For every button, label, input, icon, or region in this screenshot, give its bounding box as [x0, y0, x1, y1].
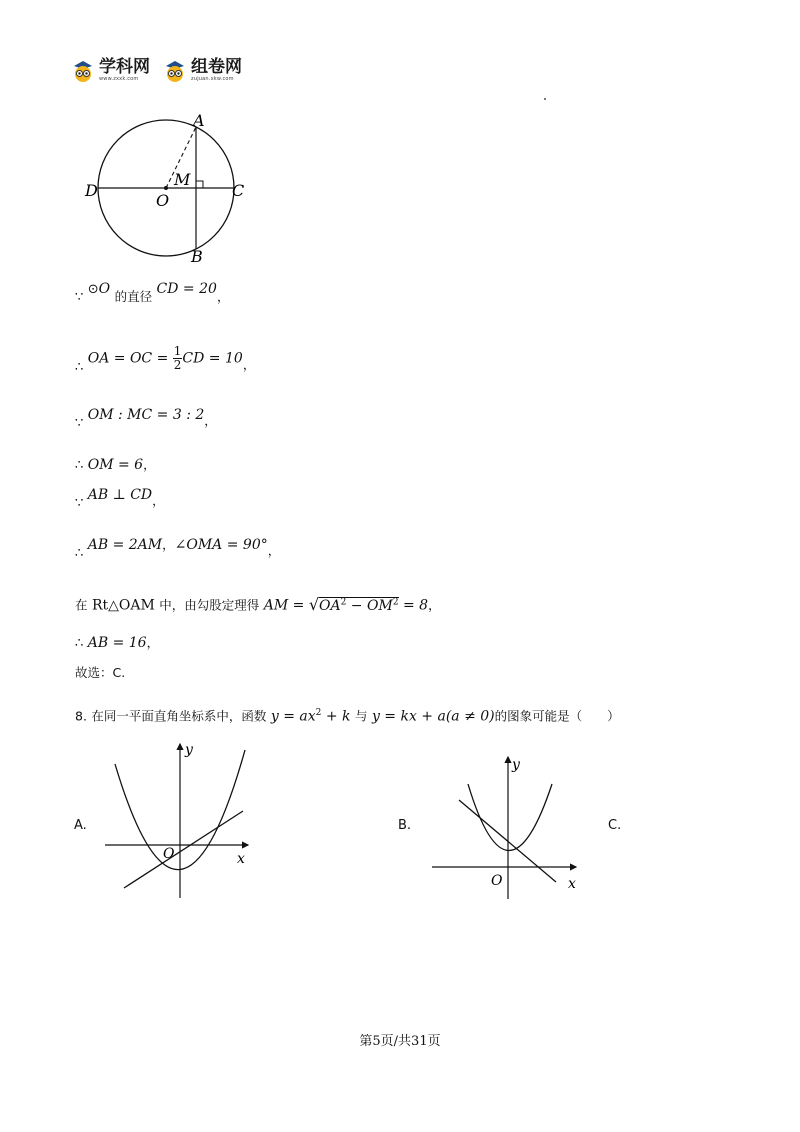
option-b-graph[interactable] [428, 752, 588, 902]
logo2-name: 组卷网 [191, 57, 242, 77]
owl-icon [162, 60, 188, 82]
option-a-graph[interactable] [100, 740, 260, 900]
option-a-label[interactable]: A. [74, 818, 87, 833]
zujuan-logo [162, 58, 242, 83]
label-c: C [232, 181, 245, 200]
solution-line-7: 在 Rt△OAM 中，由勾股定理得 AM = $√OA^2 - OM^2 = 8$， [75, 594, 441, 614]
fraction-half: $\frac{1}{2}$ [173, 344, 182, 372]
label-o: O [156, 191, 170, 210]
solution-line-2: ∴ OA = OC = $\frac{1}{2}$ CD = 10， [75, 344, 256, 375]
line-a [124, 811, 243, 888]
solution-line-8: ∴ AB = 16， [75, 635, 160, 651]
circle-figure [70, 108, 270, 268]
label-y: y [185, 742, 193, 758]
header-brand [70, 58, 254, 83]
solution-line-5: ∵ AB ⊥ CD， [75, 487, 165, 511]
option-b-label[interactable]: B. [398, 818, 412, 833]
page-number: 第5页/共31页 [359, 1034, 441, 1049]
solution-line-1: ∵ ⊙O 的直径 CD = 20， [75, 281, 230, 305]
parabola-b [468, 784, 552, 851]
label-a: A [193, 111, 205, 130]
logo1-name: 学科网 [99, 57, 150, 77]
label-d: D [85, 181, 98, 200]
solution-line-3: ∵ OM : MC = 3 : 2， [75, 407, 217, 431]
solution-answer: 故选：C. [75, 665, 126, 680]
zxxk-logo [70, 58, 150, 83]
option-c-label[interactable]: C. [608, 818, 622, 833]
label-origin: O [491, 873, 503, 889]
right-angle-mark [196, 181, 203, 188]
stray-dot [544, 98, 546, 100]
label-x: x [237, 851, 245, 867]
solution-line-4: ∴ OM = 6， [75, 457, 156, 473]
logo1-url: www.zxxk.com [99, 76, 139, 82]
solution-line-6: ∴ AB = 2AM，∠OMA = 90°， [75, 537, 281, 561]
owl-icon [70, 60, 96, 82]
center-point [164, 186, 168, 190]
label-y: y [512, 757, 520, 773]
label-b: B [191, 247, 203, 266]
sqrt-expression: $√OA^2 - OM^2$ [308, 594, 399, 614]
label-origin: O [163, 846, 175, 862]
label-x: x [568, 876, 576, 892]
label-m: M [174, 170, 191, 189]
logo2-url: zujuan.xkw.com [191, 76, 234, 82]
question-8: 8. 在同一平面直角坐标系中，函数 $y = ax^2 + k$ 与 y = kx + a(a ≠ 0)的图象可能是（ ） [75, 708, 620, 725]
